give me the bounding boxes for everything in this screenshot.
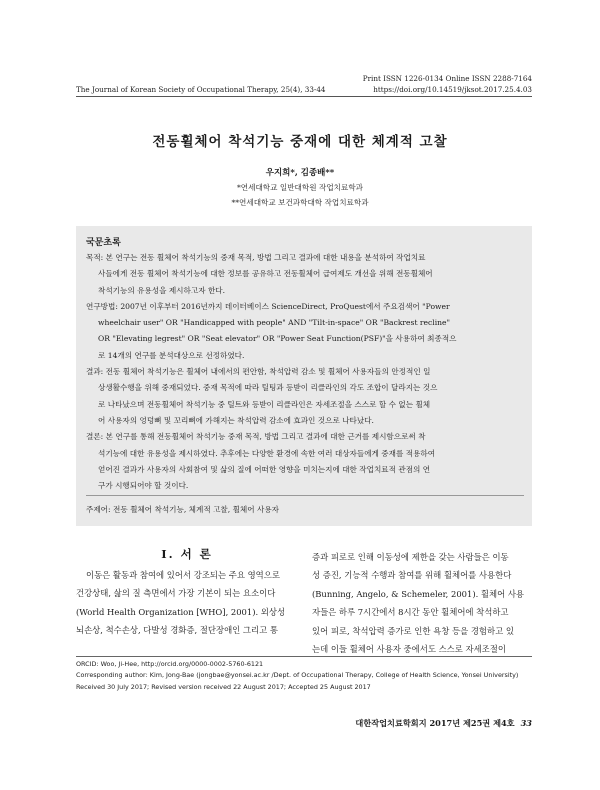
keywords: 주제어: 전동 휠체어 착석기능, 체계적 고찰, 휠체어 사용자 [86, 505, 279, 514]
journal-citation: The Journal of Korean Society of Occupational Therapy, 25(4), 33-44 [76, 85, 326, 94]
header-rule [76, 96, 532, 97]
abstract-methods [86, 299, 524, 364]
section-heading: Ⅰ. 서 론 [161, 547, 213, 561]
body-line: 건강상태, 삶의 질 측면에서 가장 기본이 되는 요소이다 [76, 588, 276, 599]
affiliation-1: *연세대학교 일반대학원 작업치료학과 [237, 183, 363, 192]
doi-link[interactable]: https://doi.org/10.14519/jksot.2017.25.4.03 [373, 85, 532, 94]
orcid-note[interactable]: ORCID: Woo, Ji-Hee, http://orcid.org/0000-0002-5760-6121 [76, 660, 264, 668]
body-line: (Bunning, Angelo, & Schemeler, 2001). 휠체어 사용 [312, 588, 525, 599]
corresponding-author-note: Corresponding author: Kim, Jong-Bae (jongbae@yonsei.ac.kr /Dept. of Occupational Therapy, College of Health Science, Yonsei University) [76, 671, 519, 680]
abstract-line: OR "Elevating legrest" OR "Seat elevator" OR "Power Seat Function(PSF)"을 사용하여 최종적으 [98, 334, 457, 344]
page-footer [355, 718, 532, 729]
received-dates-note: Received 30 July 2017; Revised version received 22 August 2017; Accepted 25 August 2017 [76, 682, 371, 691]
body-column-left [76, 566, 298, 640]
abstract-line: 상생활수행을 위해 중재되었다. 중재 목적에 따라 틸팅과 등받이 리클라인의 각도 조합이 달라지는 것으 [98, 383, 438, 393]
abstract-body [86, 250, 524, 494]
abstract-line: 구가 시행되어야 할 것이다. [98, 481, 189, 491]
footer-journal-issue: 대한작업치료학회지 2017년 제25권 제4호 [355, 718, 515, 728]
keywords-rule [86, 495, 524, 496]
abstract-line: 석기능에 대한 유용성을 제시하였다. 추후에는 다양한 환경에 속한 여러 대상자들에게 중재를 적용하여 [98, 448, 436, 458]
body-line: 자들은 하루 7시간에서 8시간 동안 휠체어에 착석하고 [312, 607, 509, 618]
footnotes [76, 659, 518, 693]
body-line: 있어 피로, 착석압력 증가로 인한 욕창 등을 경험하고 있 [312, 625, 514, 636]
abstract-line: wheelchair user" OR "Handicapped with people" AND "Tilt-in-space" OR "Backrest recline" [98, 318, 451, 328]
body-line: 성 증진, 기능적 수행과 참여를 위해 휠체어를 사용한다 [312, 570, 512, 581]
abstract-line: 목적: 본 연구는 전동 휠체어 착석기능의 중재 목적, 방법 그리고 결과에 대한 내용을 분석하여 작업치료 [86, 253, 426, 262]
abstract-line: 어 사용자의 엉덩뼈 및 꼬리뼈에 가해지는 착석압력 감소에 효과인 것으로 나타났다. [98, 415, 374, 425]
abstract-results [86, 364, 524, 429]
authors: 우지희*, 김종배** [265, 168, 335, 178]
abstract-line: 결과: 전동 휠체어 착석기능은 휠체어 내에서의 편안함, 착석압력 감소 및 휠체어 사용자들의 안정적인 일 [86, 367, 431, 377]
abstract-conclusion [86, 429, 524, 494]
body-line: 이동은 활동과 참여에 있어서 강조되는 주요 영역으로 [86, 570, 280, 580]
affiliation-2: **연세대학교 보건과학대학 작업치료학과 [231, 198, 369, 207]
abstract-purpose [86, 250, 524, 299]
abstract-line: 로 14개의 연구를 분석대상으로 선정하였다. [98, 350, 245, 360]
abstract-line: 사들에게 전동 휠체어 착석기능에 대한 정보를 공유하고 전동휠체어 급여제도 개선을 위해 전동휠체어 [98, 269, 433, 279]
body-line: 증과 피로로 인해 이동성에 제한을 갖는 사람들은 이동 [312, 552, 509, 562]
body-line: 는데 이들 휠체어 사용자 중에서도 스스로 자세조절이 [312, 644, 506, 655]
abstract-line: 로 나타났으며 전동휠체어 착석기능 중 틸트와 등받이 리클라인은 자세조절을 스스로 할 수 없는 휠체 [98, 399, 431, 409]
abstract-heading: 국문초록 [86, 238, 121, 248]
paper-title: 전동휠체어 착석기능 중재에 대한 체계적 고찰 [152, 134, 448, 150]
footnote-rule [76, 656, 532, 657]
body-line: (World Health Organization [WHO], 2001). 외상성 [76, 606, 286, 617]
body-column-right [312, 548, 532, 658]
issn-line: Print ISSN 1226-0134 Online ISSN 2288-7164 [362, 74, 532, 83]
abstract-line: 착석기능의 유용성을 제시하고자 한다. [98, 285, 226, 295]
abstract-line: 얻어진 결과가 사용자의 사회참여 및 삶의 질에 어떠한 영향을 미치는지에 대한 작업치료적 관점의 연 [98, 464, 431, 474]
abstract-line: 결론: 본 연구를 통해 전동휠체어 착석기능 중재 목적, 방법 그리고 결과에 대한 근거를 제시함으로써 착 [86, 432, 426, 442]
body-line: 뇌손상, 척수손상, 다발성 경화증, 절단장애인 그리고 통 [76, 625, 278, 636]
abstract-line: 연구방법: 2007년 이후부터 2016년까지 데이터베이스 ScienceDirect, ProQuest에서 주요검색어 "Power [86, 301, 450, 311]
page-number: 33 [520, 718, 532, 728]
